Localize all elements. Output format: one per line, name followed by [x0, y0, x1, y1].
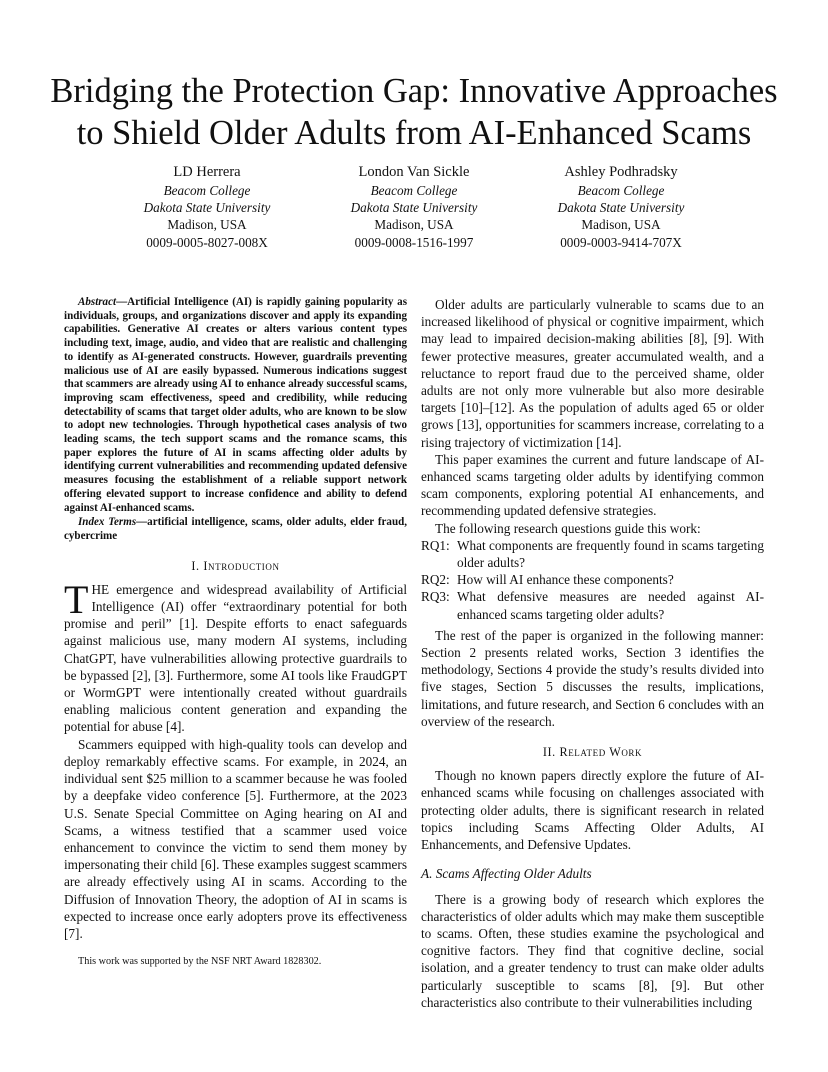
rq-text: How will AI enhance these components? [457, 572, 674, 588]
author-name: London Van Sickle [358, 164, 470, 180]
subsection-heading: A. Scams Affecting Older Adults [421, 866, 592, 882]
rq-key: RQ3: [421, 589, 450, 605]
intro-paragraph-1 [64, 576, 407, 736]
author-name: Ashley Podhradsky [564, 164, 678, 180]
author-orcid: 0009-0003-9414-707X [560, 234, 682, 250]
abstract [64, 296, 407, 515]
intro-paragraph-4: This paper examines the current and future landscape of AI-enhanced scams targeting older adults by identifying common scam components, exploring potential AI enhancements, and recommending updated defensive strategies. [421, 451, 764, 519]
paper-title: Bridging the Protection Gap: Innovative Approaches to Shield Older Adults from AI-Enhanced Scams [50, 72, 778, 152]
lead-caps: HE [91, 581, 110, 597]
index-terms [64, 516, 407, 543]
section-number: II. [542, 745, 556, 760]
intro-paragraph-3: Older adults are particularly vulnerable to scams due to an increased likelihood of physical or cognitive impairment, which may lead to impaired decision-making abilities [8], [9]. With fewer protective measures, greater accumulated wealth, and a reluctance to report fraud due to the perceived shame, older adults are not only more vulnerable but also more desirable targets [10]–[12]. As the population of adults aged 65 or older grows [13], opportunities for scammers increase, correlating to a rising trajectory of victimization [14]. [421, 297, 764, 450]
rq-key: RQ2: [421, 572, 450, 588]
author-university: Dakota State University [557, 200, 685, 216]
author-block [314, 163, 514, 251]
rq-text: What defensive measures are needed against AI-enhanced scams targeting older adults? [457, 589, 764, 622]
author-block [107, 163, 307, 251]
drop-cap: T [64, 576, 89, 622]
author-location: Madison, USA [374, 217, 454, 233]
right-column [421, 296, 764, 1011]
rq-key: RQ1: [421, 537, 450, 553]
paragraph-text: emergence and widespread availability of Artificial Intelligence (AI) offer “extraordinary potential for both promise and peril” [1]. Despite efforts to enact safeguards against malicious use, many modern AI systems, including ChatGPT, have vulnerabilities allowing protective guardrails to be bypassed [2], [3]. Furthermore, some AI tools like FraudGPT or WormGPT were intentionally created without guardrails enabling malicious content generation and expanding the potential for abuse [4]. [64, 581, 407, 735]
author-name: LD Herrera [173, 164, 241, 180]
research-question [421, 571, 764, 588]
rq-text: What components are frequently found in scams targeting older adults? [457, 537, 764, 571]
section-title: Related Work [559, 745, 643, 760]
author-department: Beacom College [577, 183, 665, 198]
author-block [521, 163, 721, 251]
intro-paragraph-2: Scammers equipped with high-quality tools can develop and deploy remarkably effective scams. For example, in 2024, an individual sent $25 million to a scammer because he was fooled by a deepfake video conference [5]. Furthermore, at the 2023 U.S. Senate Special Committee on Aging hearing on AI and Scams, a witness testified that a scammer used voice enhancement to convince the victim to send them money by impersonating their child [6]. These examples suggest scammers are already effectively using AI in scams. According to the Diffusion of Innovation Theory, the adoption of AI in scams is expected to increase once early adopters prove its effectiveness [7]. [64, 736, 407, 941]
intro-paragraph-6: The rest of the paper is organized in the following manner: Section 2 presents related works, Section 3 identifies the methodology, Sections 4 provide the study’s results divided into five stages, Section 5 discusses the results, implications, limitations, and future research, and Section 6 concludes with an overview of the research. [421, 627, 764, 729]
left-column [64, 296, 407, 942]
related-paragraph-2: There is a growing body of research which explores the characteristics of older adults which may make them susceptible to scams. Often, these studies examine the psychological and cognitive factors. They find that cognitive decline, social isolation, and a greater tendency to trust can make older adults particularly susceptible to scams [8], [9]. But other characteristics also contribute to their vulnerabilities including [421, 891, 764, 1010]
author-university: Dakota State University [350, 200, 478, 216]
author-department: Beacom College [370, 183, 458, 198]
author-location: Madison, USA [581, 217, 661, 233]
index-terms-text: —artificial intelligence, scams, older adults, elder fraud, cybercrime [64, 516, 408, 542]
section-heading-introduction [64, 558, 407, 575]
section-number: I. [191, 558, 200, 573]
research-question [421, 588, 764, 622]
abstract-label: Abstract [78, 296, 117, 308]
footnote: This work was supported by the NSF NRT Award 1828302. [78, 956, 322, 967]
related-paragraph-1: Though no known papers directly explore the future of AI-enhanced scams while focusing on challenges associated with protecting older adults, there is significant research in related topics including Scams Affecting Older Adults, AI Enhancements, and Defensive Updates. [421, 768, 764, 853]
section-heading-related-work [421, 744, 764, 761]
research-question [421, 537, 764, 571]
author-orcid: 0009-0008-1516-1997 [354, 234, 474, 250]
author-location: Madison, USA [167, 217, 247, 233]
index-terms-label: Index Terms [78, 516, 137, 529]
author-university: Dakota State University [143, 200, 271, 216]
section-title: Introduction [203, 558, 280, 573]
abstract-text: —Artificial Intelligence (AI) is rapidly gaining popularity as individuals, groups, and organizations discover and apply its expanding capabilities. Generative AI creates or alters various content types including text, image, audio, and video that are realistic and challenging to identify as AI-generated constructs. However, guardrails preventing malicious use of AI are easily bypassed. Numerous indications suggest that scammers are already using AI to enhance already successful scams, improving scam effectiveness, speed and credibility, while reducing detectability of scams that target older adults, who are known to be slow to adopt new technologies. Through hypothetical cases analysis of two leading scams, the tech support scams and the romance scams, this paper explores the future of AI in scams affecting older adults by identifying current vulnerabilities and recommending updated defensive measures focusing the establishment of a reliable support network offering elevated support to increase confidence and ability to defend against AI-enhanced scams. [64, 296, 407, 514]
author-orcid: 0009-0005-8027-008X [146, 234, 268, 250]
intro-paragraph-5: The following research questions guide this work: [435, 520, 701, 536]
author-department: Beacom College [163, 183, 251, 198]
